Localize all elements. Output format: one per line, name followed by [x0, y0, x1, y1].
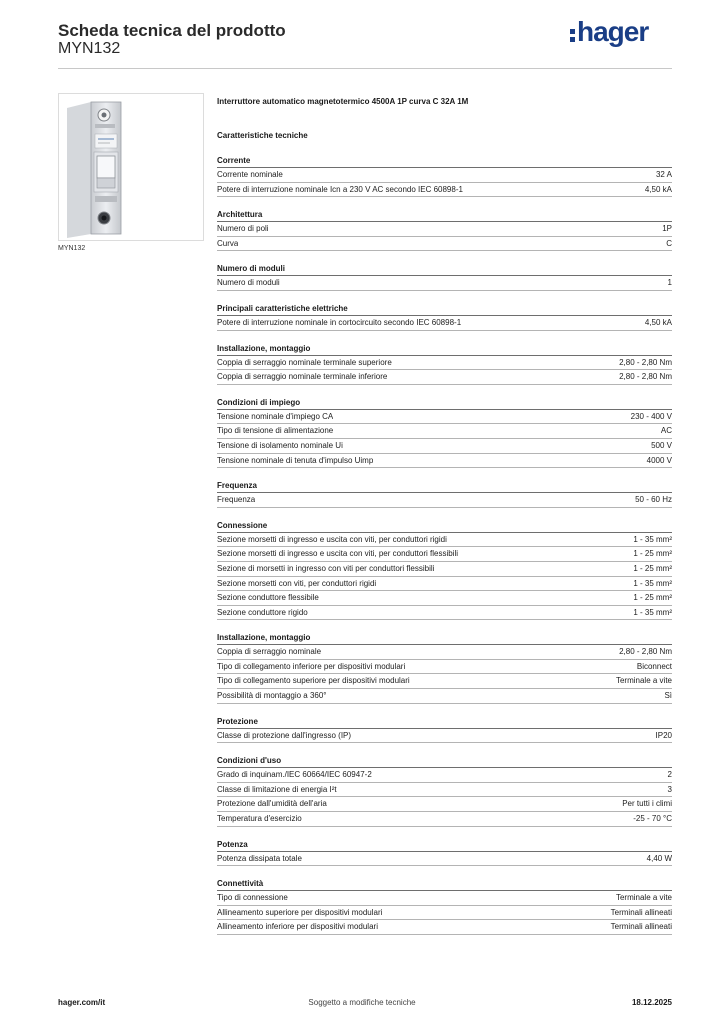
- spec-label: Coppia di serraggio nominale terminale inferiore: [217, 372, 388, 382]
- spec-label: Numero di moduli: [217, 278, 280, 288]
- section-connessione: [217, 520, 672, 621]
- spec-content: [217, 96, 672, 947]
- footer-site-link[interactable]: hager.com/it: [58, 998, 106, 1007]
- section-caratteristiche-elettriche: [217, 303, 672, 331]
- spec-label: Sezione conduttore rigido: [217, 607, 308, 617]
- section-title: Protezione: [217, 716, 672, 729]
- section-title: Corrente: [217, 155, 672, 168]
- spec-label: Sezione morsetti di ingresso e uscita con viti, per conduttori rigidi: [217, 534, 447, 544]
- header-divider: [58, 68, 672, 69]
- spec-value: 4,40 W: [646, 853, 672, 863]
- product-code: MYN132: [58, 40, 121, 57]
- spec-row: [217, 168, 672, 183]
- spec-row: [217, 591, 672, 606]
- spec-value: 1 - 25 mm²: [633, 563, 672, 573]
- section-condizioni-uso: [217, 755, 672, 826]
- spec-value: Terminale a vite: [615, 893, 672, 903]
- logo-text: hager: [577, 16, 649, 47]
- section-title: Potenza: [217, 839, 672, 852]
- spec-row: [217, 424, 672, 439]
- spec-row: [217, 410, 672, 425]
- spec-label: Corrente nominale: [217, 170, 283, 179]
- spec-label: Sezione di morsetti in ingresso con viti per conduttori flessibili: [217, 563, 435, 573]
- spec-value: 4,50 kA: [644, 317, 672, 327]
- spec-row: [217, 645, 672, 660]
- spec-value: 2,80 - 2,80 Nm: [619, 357, 672, 367]
- section-protezione: [217, 716, 672, 744]
- spec-value: 3: [667, 784, 672, 794]
- spec-value: 2,80 - 2,80 Nm: [619, 372, 672, 382]
- section-architettura: [217, 209, 672, 251]
- spec-value: 4000 V: [646, 455, 672, 465]
- spec-label: Classe di limitazione di energia I²t: [217, 784, 337, 794]
- spec-row: [217, 689, 672, 704]
- product-image-caption: MYN132: [58, 245, 86, 252]
- tech-heading: Caratteristiche tecniche: [217, 131, 308, 140]
- spec-value: 500 V: [651, 440, 672, 450]
- spec-value: 2: [667, 770, 672, 780]
- spec-row: [217, 439, 672, 454]
- logo-dots-icon: [570, 29, 575, 42]
- spec-row: [217, 768, 672, 783]
- section-title: Installazione, montaggio: [217, 632, 672, 645]
- spec-label: Potenza dissipata totale: [217, 853, 302, 863]
- spec-value: 50 - 60 Hz: [635, 495, 672, 505]
- spec-value: 1 - 25 mm²: [633, 549, 672, 559]
- section-title: Condizioni di impiego: [217, 397, 672, 410]
- spec-label: Tensione nominale di tenuta d'impulso Uimp: [217, 455, 374, 465]
- spec-label: Grado di inquinam./IEC 60664/IEC 60947-2: [217, 770, 372, 780]
- spec-row: [217, 222, 672, 237]
- section-frequenza: [217, 480, 672, 508]
- spec-row: [217, 852, 672, 867]
- spec-row: [217, 606, 672, 621]
- section-title: Condizioni d'uso: [217, 755, 672, 768]
- section-corrente: [217, 155, 672, 197]
- footer-note: Soggetto a modifiche tecniche: [308, 998, 416, 1007]
- spec-row: [217, 906, 672, 921]
- spec-value: 1: [667, 278, 672, 288]
- spec-row: [217, 577, 672, 592]
- spec-value: 4,50 kA: [644, 184, 672, 194]
- spec-label: Tipo di connessione: [217, 893, 288, 903]
- spec-value: -25 - 70 °C: [633, 814, 672, 824]
- section-potenza: [217, 839, 672, 867]
- spec-row: [217, 183, 672, 198]
- spec-label: Tensione di isolamento nominale Ui: [217, 440, 343, 450]
- section-installazione-1: [217, 343, 672, 385]
- spec-value: 230 - 400 V: [630, 411, 672, 421]
- section-installazione-2: [217, 632, 672, 703]
- spec-row: [217, 237, 672, 252]
- spec-row: [217, 454, 672, 469]
- spec-row: [217, 812, 672, 827]
- section-title: Connessione: [217, 520, 672, 533]
- spec-label: Sezione conduttore flessibile: [217, 593, 319, 603]
- section-condizioni-impiego: [217, 397, 672, 468]
- spec-row: [217, 316, 672, 331]
- spec-value: 1 - 35 mm²: [633, 534, 672, 544]
- spec-label: Classe di protezione dall'ingresso (IP): [217, 730, 352, 740]
- spec-value: 1 - 35 mm²: [633, 607, 672, 617]
- page-title: Scheda tecnica del prodotto: [58, 21, 286, 40]
- spec-value: C: [666, 238, 672, 248]
- spec-row: [217, 493, 672, 508]
- spec-label: Potere di interruzione nominale Icn a 230 V AC secondo IEC 60898-1: [217, 184, 463, 194]
- spec-label: Tipo di collegamento superiore per dispositivi modulari: [217, 676, 410, 686]
- spec-value: Terminali allineati: [610, 922, 672, 932]
- spec-value: Biconnect: [636, 661, 672, 671]
- product-description: Interruttore automatico magnetotermico 4500A 1P curva C 32A 1M: [217, 97, 469, 106]
- spec-label: Tensione nominale d'impiego CA: [217, 411, 334, 421]
- spec-value: 2,80 - 2,80 Nm: [619, 647, 672, 657]
- spec-label: Allineamento superiore per dispositivi modulari: [217, 907, 383, 917]
- spec-label: Coppia di serraggio nominale terminale superiore: [217, 357, 392, 367]
- spec-row: [217, 370, 672, 385]
- spec-row: [217, 797, 672, 812]
- section-title: Connettività: [217, 878, 672, 891]
- spec-value: Terminale a vite: [615, 676, 672, 686]
- spec-value: 1P: [662, 224, 672, 234]
- section-numero-moduli: [217, 263, 672, 291]
- spec-row: [217, 674, 672, 689]
- spec-row: [217, 660, 672, 675]
- spec-value: 1 - 25 mm²: [633, 593, 672, 603]
- spec-value: 32 A: [655, 170, 672, 179]
- spec-label: Tipo di tensione di alimentazione: [217, 426, 334, 436]
- footer-date: 18.12.2025: [631, 998, 672, 1007]
- spec-row: [217, 783, 672, 798]
- spec-label: Tipo di collegamento inferiore per dispositivi modulari: [217, 661, 406, 671]
- spec-row: [217, 547, 672, 562]
- section-title: Architettura: [217, 209, 672, 222]
- spec-value: AC: [660, 426, 672, 436]
- spec-row: [217, 276, 672, 291]
- spec-label: Allineamento inferiore per dispositivi modulari: [217, 922, 378, 932]
- section-connettivita: [217, 878, 672, 935]
- spec-row: [217, 562, 672, 577]
- spec-label: Protezione dall'umidità dell'aria: [217, 799, 327, 809]
- spec-row: [217, 356, 672, 371]
- spec-label: Sezione morsetti con viti, per conduttori rigidi: [217, 578, 377, 588]
- spec-value: 1 - 35 mm²: [633, 578, 672, 588]
- section-title: Principali caratteristiche elettriche: [217, 303, 672, 316]
- section-title: Installazione, montaggio: [217, 343, 672, 356]
- section-title: Frequenza: [217, 480, 672, 493]
- spec-label: Sezione morsetti di ingresso e uscita con viti, per conduttori flessibili: [217, 549, 458, 559]
- spec-label: Numero di poli: [217, 224, 269, 234]
- circuit-breaker-illustration: [59, 94, 203, 240]
- spec-row: [217, 891, 672, 906]
- spec-value: Per tutti i climi: [622, 799, 672, 809]
- spec-row: [217, 533, 672, 548]
- spec-value: Terminali allineati: [610, 907, 672, 917]
- spec-label: Possibilità di montaggio a 360°: [217, 691, 327, 701]
- section-title: Numero di moduli: [217, 263, 672, 276]
- brand-logo: [570, 17, 648, 47]
- spec-value: IP20: [655, 730, 672, 740]
- spec-value: Sì: [664, 691, 672, 701]
- spec-row: [217, 920, 672, 935]
- spec-label: Temperatura d'esercizio: [217, 814, 302, 824]
- spec-label: Curva: [217, 238, 239, 248]
- spec-label: Potere di interruzione nominale in cortocircuito secondo IEC 60898-1: [217, 317, 462, 327]
- spec-label: Coppia di serraggio nominale: [217, 647, 322, 657]
- spec-row: [217, 729, 672, 744]
- spec-label: Frequenza: [217, 495, 256, 505]
- product-image: [58, 93, 204, 241]
